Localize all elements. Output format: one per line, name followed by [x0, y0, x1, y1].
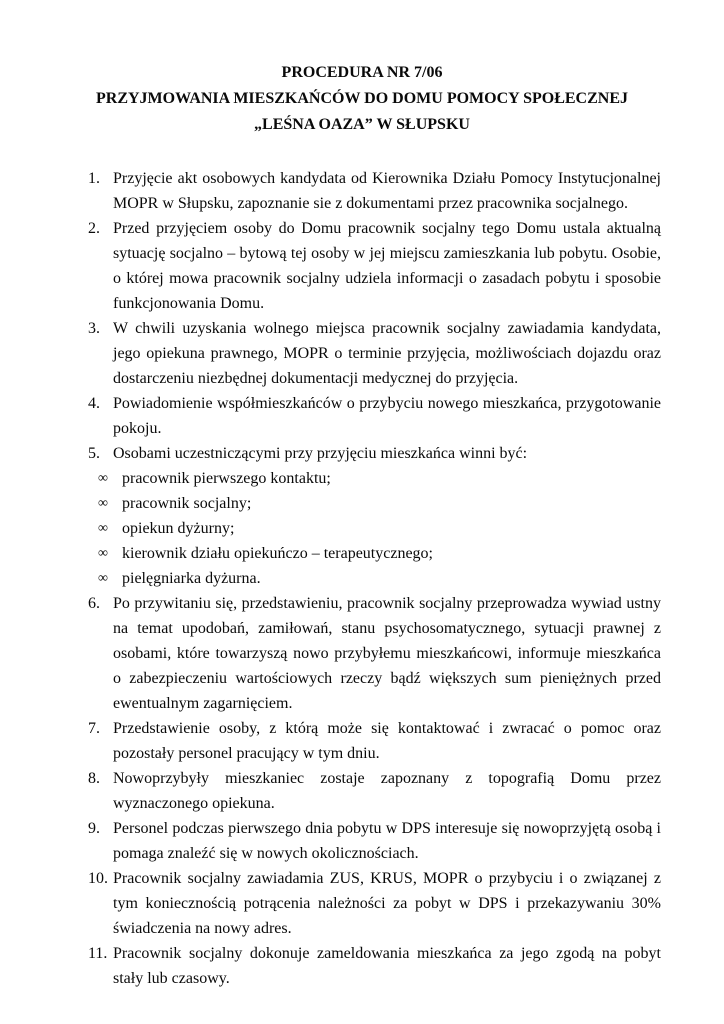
list-item-2: [88, 216, 661, 316]
list-item-10: [88, 866, 661, 941]
list-item-number: 6.: [88, 595, 100, 612]
list-item-7: [88, 716, 661, 766]
procedure-list: [88, 166, 661, 991]
sub-list-item-4: [98, 541, 661, 566]
list-item-1: [88, 166, 661, 216]
list-item-number: 1.: [88, 170, 100, 187]
list-item-number: 3.: [88, 320, 100, 337]
sub-list-item-1: [98, 466, 661, 491]
list-item-number: 4.: [88, 395, 100, 412]
sub-list-item-text: kierownik działu opiekuńczo – terapeutycznego;: [122, 545, 433, 562]
list-item-text: W chwili uzyskania wolnego miejsca pracownik socjalny zawiadamia kandydata, jego opiekuna prawnego, MOPR o terminie przyjęcia, możliwościach dojazdu oraz dostarczeniu niezbędnej dokumentacji medycznej do przyjęcia.: [113, 320, 661, 387]
sub-list-item-5: [98, 566, 661, 591]
list-item-number: 10.: [88, 870, 108, 887]
sub-list-item-2: [98, 491, 661, 516]
list-item-number: 11.: [88, 945, 108, 962]
infinity-bullet-icon: ∞: [98, 471, 108, 486]
list-item-5: [88, 441, 661, 466]
title-line-3: „LEŚNA OAZA” W SŁUPSKU: [254, 116, 470, 133]
list-item-number: 7.: [88, 720, 100, 737]
list-item-text: Powiadomienie współmieszkańców o przybyciu nowego mieszkańca, przygotowanie pokoju.: [113, 395, 661, 437]
sub-list-item-text: pracownik pierwszego kontaktu;: [122, 470, 331, 487]
list-item-number: 9.: [88, 820, 100, 837]
sub-list-item-text: pielęgniarka dyżurna.: [122, 570, 261, 587]
list-item-text: Przedstawienie osoby, z którą może się kontaktować i zwracać o pomoc oraz pozostały personel pracujący w tym dniu.: [113, 720, 661, 762]
document-title: [0, 60, 724, 138]
title-line-1: PROCEDURA NR 7/06: [281, 64, 443, 81]
list-item-text: Przyjęcie akt osobowych kandydata od Kierownika Działu Pomocy Instytucjonalnej MOPR w Słupsku, zapoznanie sie z dokumentami przez pracownika socjalnego.: [113, 170, 661, 212]
list-item-text: Pracownik socjalny dokonuje zameldowania mieszkańca za jego zgodą na pobyt stały lub czasowy.: [113, 945, 661, 987]
list-item-text: Osobami uczestniczącymi przy przyjęciu mieszkańca winni być:: [113, 445, 528, 462]
list-item-number: 2.: [88, 220, 100, 237]
sub-list-item-3: [98, 516, 661, 541]
infinity-bullet-icon: ∞: [98, 571, 108, 586]
list-item-3: [88, 316, 661, 391]
sub-list-item-text: pracownik socjalny;: [122, 495, 252, 512]
list-item-4: [88, 391, 661, 441]
list-item-text: Personel podczas pierwszego dnia pobytu w DPS interesuje się nowoprzyjętą osobą i pomaga znaleźć się w nowych okolicznościach.: [113, 820, 661, 862]
list-item-9: [88, 816, 661, 866]
list-item-11: [88, 941, 661, 991]
sub-list-item-text: opiekun dyżurny;: [122, 520, 235, 537]
list-item-text: Po przywitaniu się, przedstawieniu, pracownik socjalny przeprowadza wywiad ustny na temat upodobań, zamiłowań, stanu psychosomatycznego, sytuacji prawnej z osobami, które towarzyszą nowo przybyłemu mieszkańcowi, informuje mieszkańca o zabezpieczeniu wartościowych rzeczy bądź większych sum pieniężnych przed ewentualnym zagarnięciem.: [113, 595, 661, 712]
infinity-bullet-icon: ∞: [98, 496, 108, 511]
list-item-8: [88, 766, 661, 816]
list-item-text: Nowoprzybyły mieszkaniec zostaje zapoznany z topografią Domu przez wyznaczonego opiekuna.: [113, 770, 661, 812]
list-item-number: 5.: [88, 445, 100, 462]
list-item-text: Pracownik socjalny zawiadamia ZUS, KRUS, MOPR o przybyciu i o związanej z tym koniecznością potrącenia należności za pobyt w DPS i przekazywaniu 30% świadczenia na nowy adres.: [113, 870, 661, 937]
list-item-number: 8.: [88, 770, 100, 787]
list-item-6: [88, 591, 661, 716]
title-line-2: PRZYJMOWANIA MIESZKAŃCÓW DO DOMU POMOCY SPOŁECZNEJ: [95, 90, 629, 107]
list-item-text: Przed przyjęciem osoby do Domu pracownik socjalny tego Domu ustala aktualną sytuację socjalno – bytową tej osoby w jej miejscu zamieszkania lub pobytu. Osobie, o której mowa pracownik socjalny udziela informacji o zasadach pobytu i sposobie funkcjonowania Domu.: [113, 220, 661, 312]
infinity-bullet-icon: ∞: [98, 546, 108, 561]
infinity-bullet-icon: ∞: [98, 521, 108, 536]
